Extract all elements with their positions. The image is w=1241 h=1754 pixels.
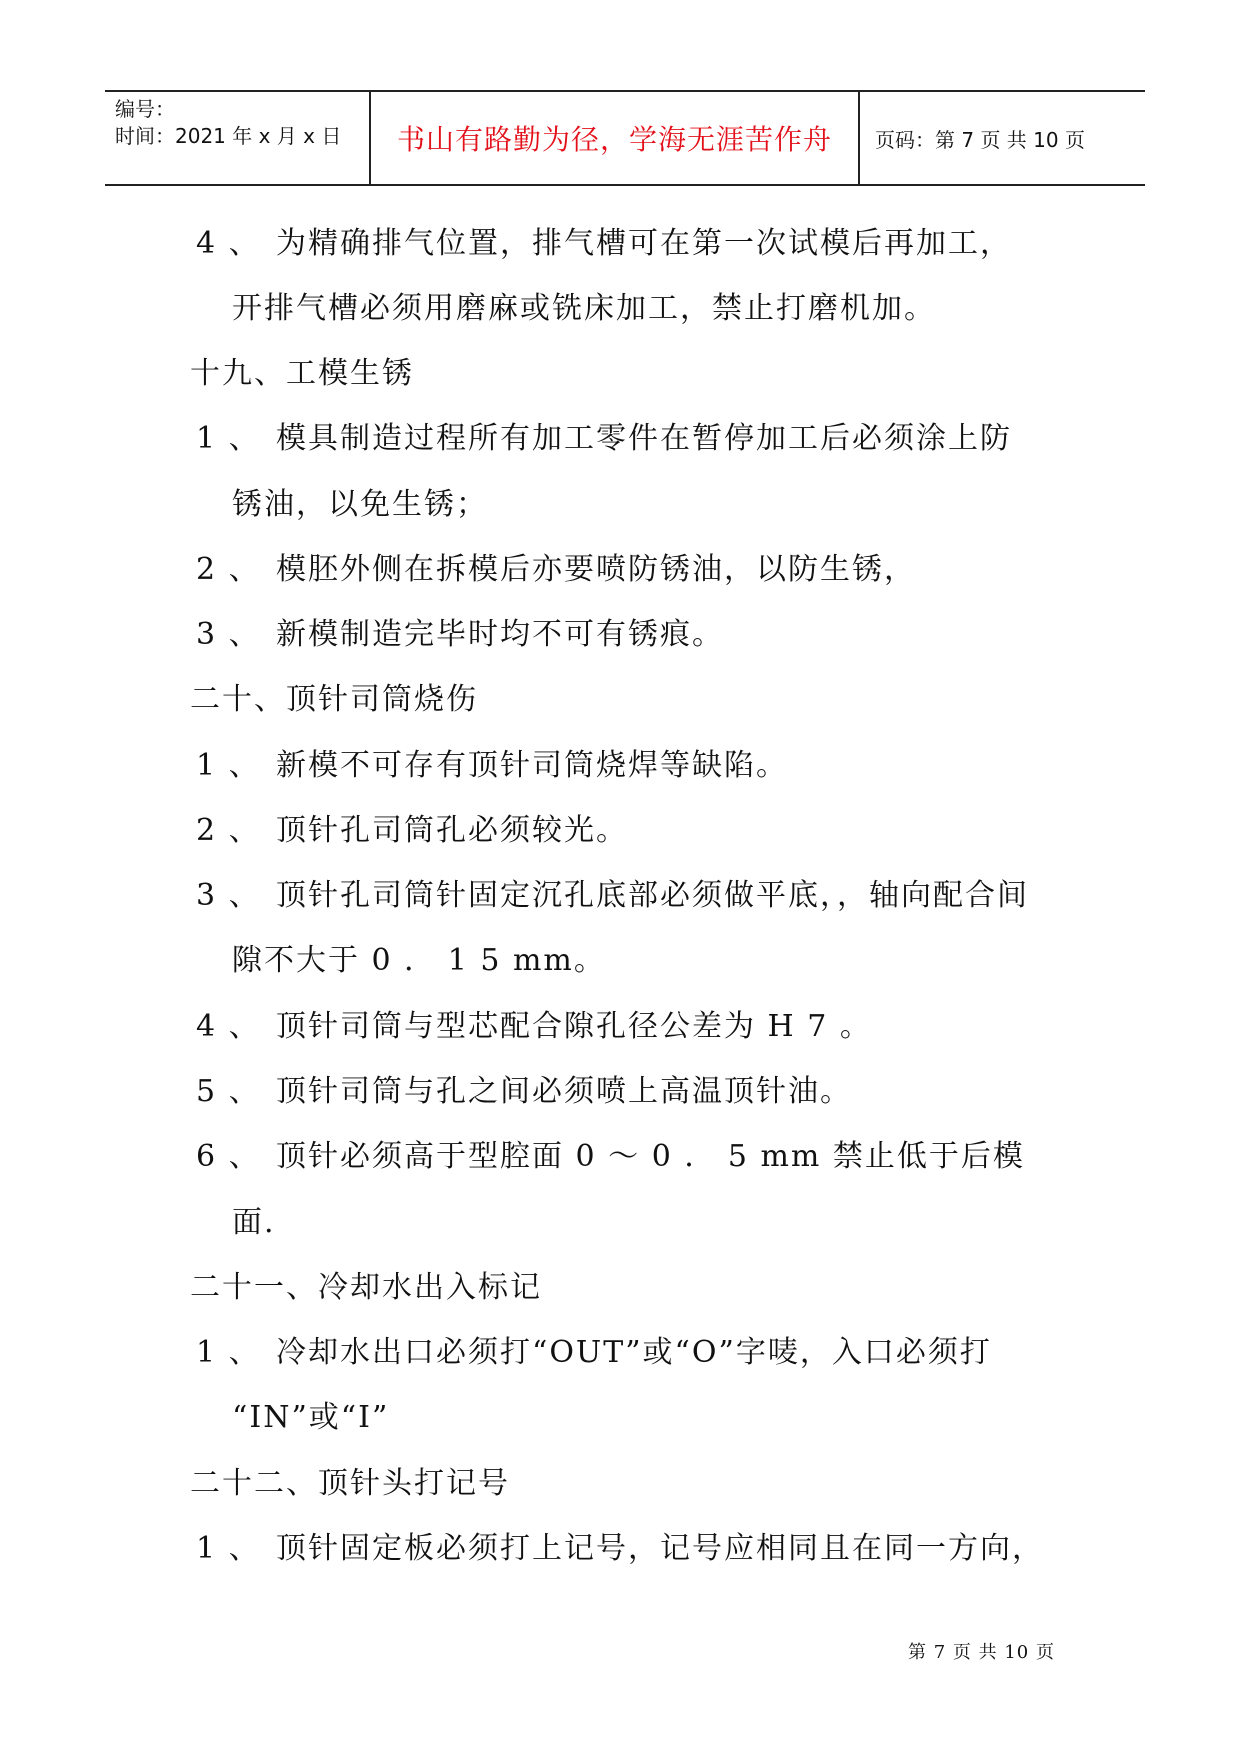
section-heading: 二十二、顶针头打记号 <box>190 1466 510 1501</box>
section-heading: 二十、顶针司筒烧伤 <box>190 682 478 717</box>
list-item: 1 、 模具制造过程所有加工零件在暂停加工后必须涂上防 <box>196 421 1012 456</box>
header-page-number: 页码：第 7 页 共 10 页 <box>875 127 1085 152</box>
list-item: 1 、 新模不可存有顶针司筒烧焊等缺陷。 <box>196 748 788 783</box>
list-item-continuation: 面. <box>232 1205 276 1240</box>
list-item-continuation: 隙不大于 0 ． 1 5 mm。 <box>232 943 606 978</box>
date-label: 时间：2021 年 x 月 x 日 <box>115 124 342 148</box>
list-item: 3 、 顶针孔司筒针固定沉孔底部必须做平底，，轴向配合间 <box>196 878 1029 913</box>
list-item-continuation: “IN”或“I” <box>232 1400 390 1435</box>
list-item: 1 、 冷却水出口必须打“OUT”或“O”字唛，入口必须打 <box>196 1335 992 1370</box>
header-meta <box>115 96 370 150</box>
list-item: 5 、 顶针司筒与孔之间必须喷上高温顶针油。 <box>196 1074 852 1109</box>
header-divider <box>858 92 860 184</box>
section-heading: 十九、工模生锈 <box>190 356 414 391</box>
page-footer: 第 7 页 共 10 页 <box>908 1642 1055 1663</box>
list-item: 1 、 顶针固定板必须打上记号，记号应相同且在同一方向， <box>196 1531 1044 1566</box>
list-item-continuation: 开排气槽必须用磨麻或铣床加工，禁止打磨机加。 <box>232 291 936 326</box>
header-motto: 书山有路勤为径，学海无涯苦作舟 <box>396 123 832 156</box>
section-heading: 二十一、冷却水出入标记 <box>190 1270 542 1305</box>
list-item: 2 、 顶针孔司筒孔必须较光。 <box>196 813 628 848</box>
list-item: 4 、 为精确排气位置，排气槽可在第一次试模后再加工， <box>196 226 1012 261</box>
list-item: 2 、 模胚外侧在拆模后亦要喷防锈油，以防生锈， <box>196 552 916 587</box>
list-item: 3 、 新模制造完毕时均不可有锈痕。 <box>196 617 724 652</box>
list-item: 6 、 顶针必须高于型腔面 0 ～ 0 ． 5 mm 禁止低于后模 <box>196 1139 1025 1174</box>
serial-number-label: 编号： <box>115 97 175 121</box>
page-header <box>105 90 1145 186</box>
list-item: 4 、 顶针司筒与型芯配合隙孔径公差为 H 7 。 <box>196 1009 872 1044</box>
list-item-continuation: 锈油，以免生锈； <box>232 487 488 522</box>
